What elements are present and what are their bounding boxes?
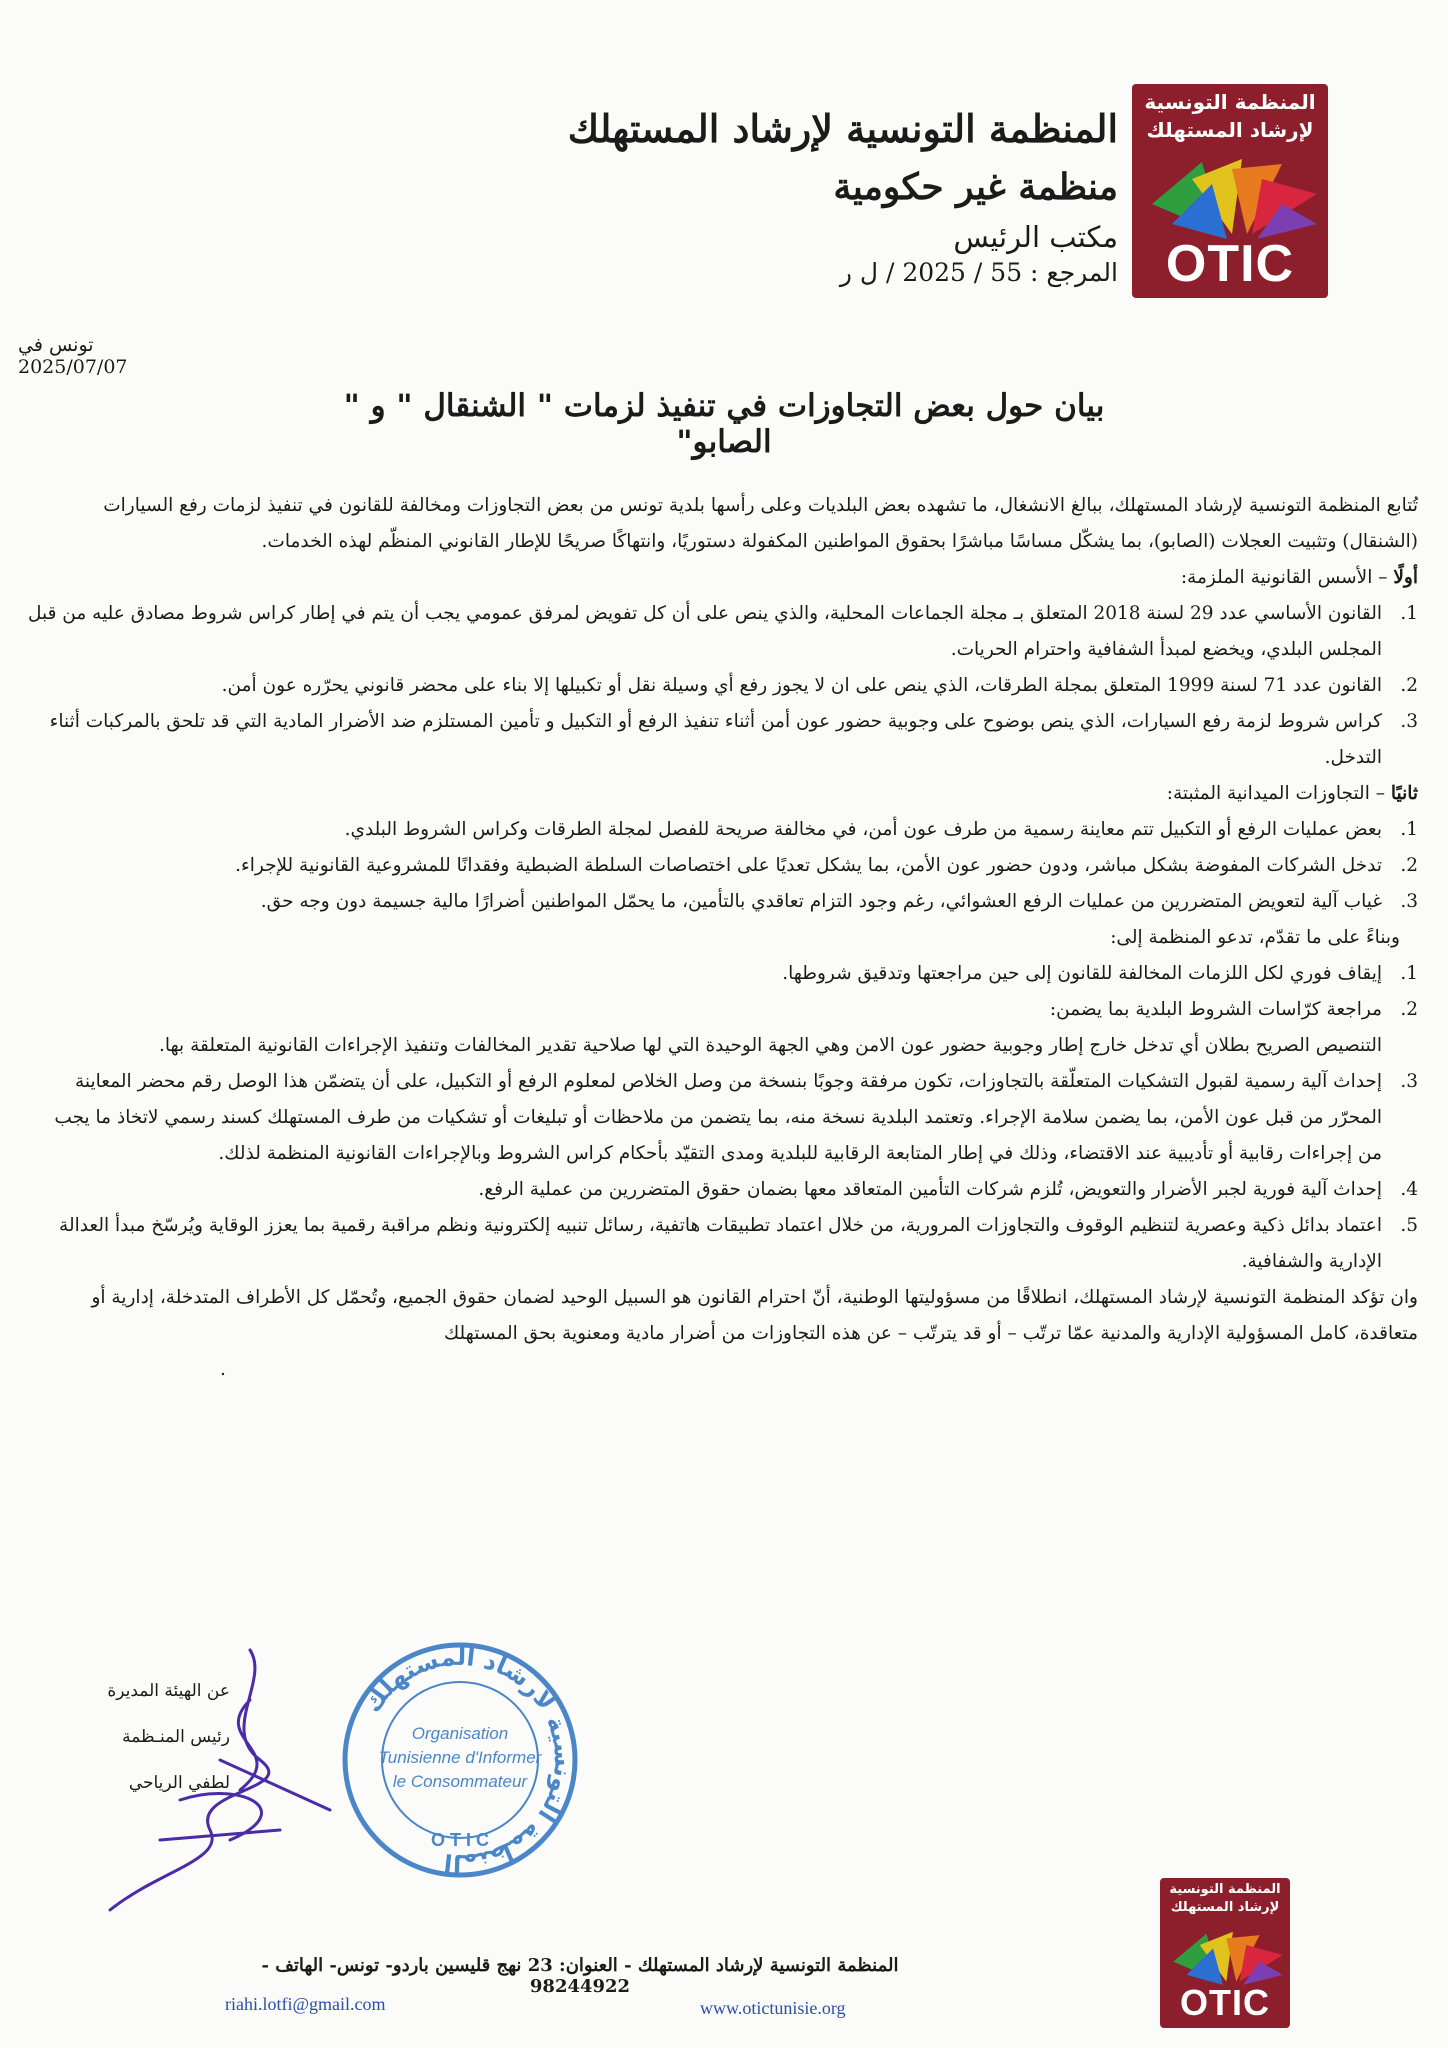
list-item	[28, 704, 1418, 776]
item-text: القانون عدد 71 لسنة 1999 المتعلق بمجلة الطرقات، الذي ينص على ان لا يجوز رفع أي وسيلة نقل أو تكبيلها إلا بناء على محضر قانوني يحرّره عون أمن.	[221, 675, 1382, 696]
section2-heading-label: ثانيًا	[1390, 783, 1418, 804]
section2-heading	[28, 776, 1418, 812]
item-number: 1.	[1400, 963, 1418, 984]
logo-text-line1: المنظمة التونسية	[1144, 90, 1316, 114]
item-number	[1382, 1028, 1418, 1064]
footer-address: المنظمة التونسية لإرشاد المستهلك - العنوان: 23 نهج قليسين باردو- تونس- الهاتف - 98244922	[261, 1955, 899, 1997]
list-item	[28, 812, 1418, 848]
section1-heading-label: أولًا	[1393, 567, 1418, 588]
item-text: التنصيص الصريح بطلان أي تدخل خارج إطار وجوبية حضور عون الامن وهي الجهة الوحيدة التي لها صلاحية تقدير المخالفات وتنفيذ الإجراءات القانونية المتعلقة بها.	[159, 1035, 1382, 1056]
item-number: 3.	[1400, 711, 1418, 732]
list-item	[28, 668, 1418, 704]
footer-logo-line1: المنظمة التونسية	[1169, 1882, 1281, 1897]
footer-logo	[1160, 1878, 1290, 2028]
list-item	[28, 1064, 1418, 1172]
document-body	[28, 488, 1418, 1388]
logo-text-line2: لإرشاد المستهلك	[1146, 118, 1314, 142]
list-item	[28, 848, 1418, 884]
item-text: تدخل الشركات المفوضة بشكل مباشر، ودون حضور عون الأمن، بما يشكل تعديًا على اختصاصات السلطة الضبطية وفقدانًا للمشروعية القانونية للإجراء.	[235, 855, 1382, 876]
document-date: تونس في 2025/07/07	[18, 334, 128, 378]
stamp-bottom: O T I C	[431, 1830, 489, 1850]
item-text: اعتماد بدائل ذكية وعصرية لتنظيم الوقوف والتجاوزات المرورية، من خلال اعتماد تطبيقات هاتفية، رسائل تنبيه إلكترونية ونظم مراقبة رقمية بما يعزز الوقاية ويُرسّخ مبدأ العدالة الإدارية والشفافية.	[59, 1215, 1382, 1272]
signature-line2: رئيس المنـظمة	[122, 1727, 230, 1747]
section1-heading	[28, 560, 1418, 596]
item-number: 5.	[1400, 1215, 1418, 1236]
item-text: إيقاف فوري لكل اللزمات المخالفة للقانون إلى حين مراجعتها وتدقيق شروطها.	[782, 963, 1382, 984]
item-text: القانون الأساسي عدد 29 لسنة 2018 المتعلق بـ مجلة الجماعات المحلية، والذي ينص على أن كل تفويض لمرفق عمومي يجب أن يتم في إطار كراس شروط مصادق عليه من قبل المجلس البلدي، ويخضع لمبدأ الشفافية واحترام الحريات.	[27, 603, 1382, 660]
list-item	[28, 1172, 1418, 1208]
item-number: 2.	[1400, 855, 1418, 876]
org-name: المنظمة التونسية لإرشاد المستهلك	[567, 106, 1118, 151]
intro-paragraph: تُتابع المنظمة التونسية لإرشاد المستهلك، ببالغ الانشغال، ما تشهده بعض البلديات وعلى رأسها بلدية تونس من بعض التجاوزات ومخالفة للقانون في تنفيذ لزمات رفع السيارات (الشنقال) وتثبيت العجلات (الصابو)، بما يشكّل مساسًا مباشرًا بحقوق المواطنين المكفولة دستوريًا، وانتهاكًا صريحًا للإطار القانوني المنظّم لهذه الخدمات.	[103, 495, 1418, 552]
org-type: منظمة غير حكومية	[833, 166, 1118, 208]
signature-line1: عن الهيئة المديرة	[107, 1681, 230, 1701]
reference-number: المرجع : 55 / 2025 / ل ر	[839, 258, 1118, 287]
signature-block	[90, 1668, 230, 1806]
official-stamp	[340, 1640, 580, 1880]
closing-dot: .	[220, 1359, 226, 1380]
section2-heading-rest: – التجاوزات الميدانية المثبتة:	[1166, 783, 1391, 804]
section1-heading-rest: – الأسس القانونية الملزمة:	[1180, 567, 1394, 588]
stamp-ring-text: المنظمة التونسية لارشاد المستهلك	[358, 1642, 578, 1878]
list-item	[28, 992, 1418, 1028]
item-text: غياب آلية لتعويض المتضررين من عمليات الرفع العشوائي، رغم وجود التزام تعاقدي بالتأمين، ما يحمّل المواطنين أضرارًا مالية جسيمة دون وجه حق.	[260, 891, 1382, 912]
item-text: إحداث آلية رسمية لقبول التشكيات المتعلّقة بالتجاوزات، تكون مرفقة وجوبًا بنسخة من وصل الخلاص لمعلوم الرفع أو التكبيل، على أن يتضمّن هذا الوصل رقم محضر المعاينة المحرّر من قبل عون الأمن، بما يضمن سلامة الإجراء. وتعتمد البلدية نسخة منه، بما يتضمن من ملاحظات أو تبليغات أو تشكيات من طرف المستهلك كسند رسمي لاتخاذ ما يجب من إجراءات رقابية أو تأديبية عند الاقتضاء، وذلك في إطار المتابعة الرقابية للبلدية ومدى التقيّد بأحكام كراس الشروط وبالإجراءات القانونية المنظمة لذلك.	[54, 1071, 1382, 1164]
office-label: مكتب الرئيس	[953, 220, 1118, 254]
stamp-line1: Organisation	[411, 1724, 509, 1743]
footer-website-link[interactable]: www.otictunisie.org	[700, 1998, 846, 2018]
item-number: 3.	[1400, 891, 1418, 912]
stamp-line3: le Consommateur	[392, 1772, 528, 1791]
item-text: إحداث آلية فورية لجبر الأضرار والتعويض، تُلزم شركات التأمين المتعاقد معها بضمان حقوق المتضررين من عملية الرفع.	[478, 1179, 1382, 1200]
document-title: بيان حول بعض التجاوزات في تنفيذ لزمات " الشنقال " و " الصابو"	[343, 388, 1105, 460]
signature-line3: لطفي الرياحي	[128, 1773, 230, 1793]
item-number: 3.	[1400, 1071, 1418, 1092]
item-number: 2.	[1400, 999, 1418, 1020]
logo-mark: OTIC	[1165, 235, 1295, 293]
item-text: بعض عمليات الرفع أو التكبيل تتم معاينة رسمية من طرف عون أمن، في مخالفة صريحة للفصل لمجلة الطرقات وكراس الشروط البلدي.	[344, 819, 1382, 840]
item-number: 2.	[1400, 675, 1418, 696]
list-item	[28, 956, 1418, 992]
footer-email-link[interactable]: riahi.lotfi@gmail.com	[225, 1994, 386, 2014]
list-item	[28, 596, 1418, 668]
header-logo	[1132, 84, 1328, 298]
list-item	[28, 884, 1418, 920]
closing-paragraph: وان تؤكد المنظمة التونسية لإرشاد المستهلك، انطلاقًا من مسؤوليتها الوطنية، أنّ احترام القانون هو السبيل الوحيد لضمان حقوق الجميع، وتُحمّل كل الأطراف المتدخلة، إدارية أو متعاقدة، كامل المسؤولية الإدارية والمدنية عمّا ترتّب – أو قد يترتّب – عن هذه التجاوزات من أضرار مادية ومعنوية بحق المستهلك	[91, 1287, 1418, 1344]
item-text: كراس شروط لزمة رفع السيارات، الذي ينص بوضوح على وجوبية حضور عون أمن أثناء تنفيذ الرفع أو التكبيل و تأمين المستلزم ضد الأضرار المادية التي قد تلحق بالمركبات أثناء التدخل.	[49, 711, 1382, 768]
list-item	[28, 1028, 1418, 1064]
list-item	[28, 1208, 1418, 1280]
item-number: 1.	[1400, 603, 1418, 624]
footer-logo-line2: لإرشاد المستهلك	[1170, 1900, 1280, 1915]
stamp-line2: Tunisienne d'Informer	[378, 1748, 542, 1767]
item-number: 4.	[1400, 1179, 1418, 1200]
footer-logo-mark: OTIC	[1180, 1982, 1270, 2023]
item-number: 1.	[1400, 819, 1418, 840]
calls-intro: وبناءً على ما تقدّم، تدعو المنظمة إلى:	[1110, 927, 1400, 948]
item-text: مراجعة كرّاسات الشروط البلدية بما يضمن:	[1049, 999, 1382, 1020]
